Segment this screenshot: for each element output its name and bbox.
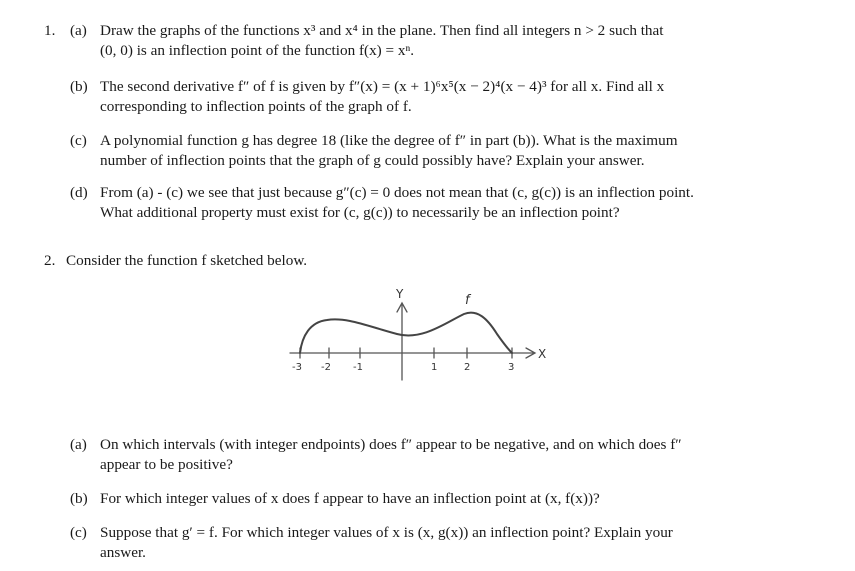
part-line: What additional property must exist for (c, g(c)) to necessarily be an inflection point? [100, 204, 620, 221]
part-line: On which intervals (with integer endpoints) does f″ appear to be negative, and on which does f″ [100, 436, 682, 453]
tick-label: 1 [431, 362, 438, 373]
part-line: number of inflection points that the graph of g could possibly have? Explain your answer. [100, 152, 645, 169]
part-line: Draw the graphs of the functions x³ and x⁴ in the plane. Then find all integers n > 2 such that [100, 22, 664, 39]
part-label: (a) [70, 436, 87, 453]
part-label: (b) [70, 490, 88, 507]
part-text [100, 489, 600, 509]
tick-label: -3 [292, 362, 302, 373]
part-text [100, 183, 694, 223]
part-label: (c) [70, 132, 87, 149]
tick-label: -1 [353, 362, 363, 373]
part-text [100, 435, 682, 475]
tick-label: 3 [508, 362, 515, 373]
part-line: answer. [100, 544, 146, 561]
problem-2-part-c [70, 523, 830, 563]
problem-1-part-c [70, 131, 830, 171]
part-text [100, 21, 663, 61]
part-line: For which integer values of x does f appear to have an inflection point at (x, f(x))? [100, 490, 600, 507]
problem-2-intro: Consider the function f sketched below. [66, 252, 308, 269]
problem-1-part-b [70, 77, 830, 117]
curve-f [300, 313, 512, 353]
part-line: appear to be positive? [100, 456, 233, 473]
part-text [100, 523, 673, 563]
part-line: Suppose that g′ = f. For which integer values of x is (x, g(x)) an inflection point? Explain your [100, 524, 673, 541]
problem-2-part-a [70, 435, 830, 475]
curve-label-f: f [465, 293, 470, 308]
part-label: (d) [70, 184, 88, 201]
tick-label: -2 [321, 362, 331, 373]
x-axis-label: X [538, 347, 547, 361]
part-line: The second derivative f″ of f is given by f″(x) = (x + 1)⁶x⁵(x − 2)⁴(x − 4)³ for all x. Find all x [100, 78, 665, 95]
part-label: (b) [70, 78, 88, 95]
part-label: (c) [70, 524, 87, 541]
problem-2-part-b [70, 489, 830, 509]
tick-label: 2 [464, 362, 471, 373]
y-axis-label: Y [396, 287, 404, 301]
function-sketch [272, 284, 562, 384]
part-text [100, 131, 678, 171]
problem-1-part-a [70, 21, 830, 61]
problem-1-part-d [70, 183, 830, 223]
part-label: (a) [70, 22, 87, 39]
part-line: A polynomial function g has degree 18 (like the degree of f″ in part (b)). What is the maximum [100, 132, 678, 149]
problem-2-number: 2. [44, 252, 56, 269]
part-text [100, 77, 664, 117]
part-line: (0, 0) is an inflection point of the function f(x) = xⁿ. [100, 42, 415, 59]
part-line: From (a) - (c) we see that just because g″(c) = 0 does not mean that (c, g(c)) is an inflection point. [100, 184, 694, 201]
part-line: corresponding to inflection points of the graph of f. [100, 98, 412, 115]
problem-1-number: 1. [44, 22, 56, 39]
